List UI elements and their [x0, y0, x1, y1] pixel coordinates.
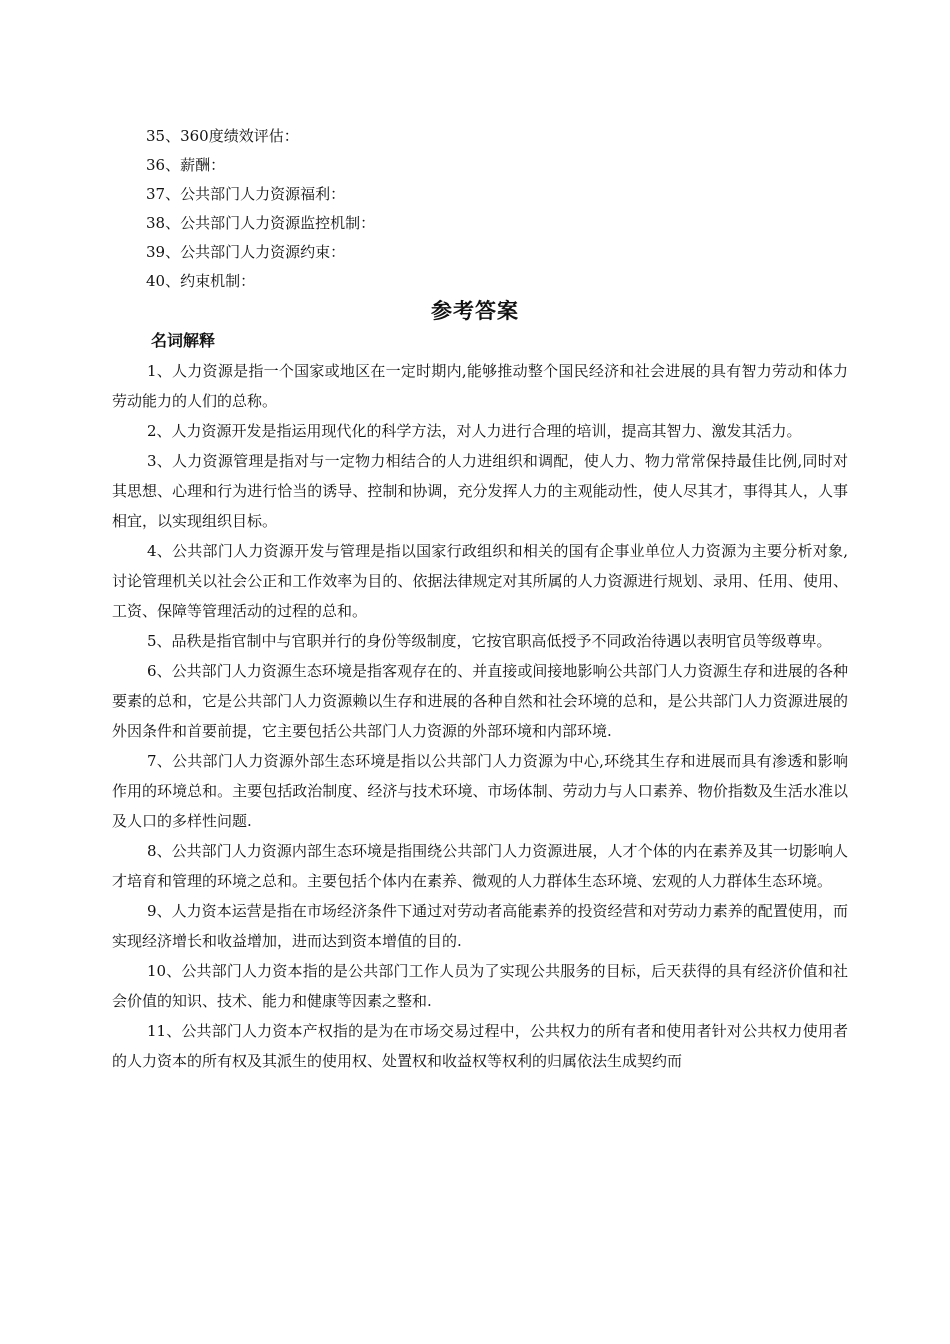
definition-paragraph: 8、公共部门人力资源内部生态环境是指围绕公共部门人力资源进展，人才个体的内在素养及其一切影响人才培育和管理的环境之总和。主要包括个体内在素养、微观的人力群体生态环境、宏观的人力群体生态环境。 — [112, 842, 848, 890]
definition-paragraph: 5、品秩是指官制中与官职并行的身份等级制度，它按官职高低授予不同政治待遇以表明官员等级尊卑。 — [147, 632, 832, 650]
definition-paragraph: 6、公共部门人力资源生态环境是指客观存在的、并直接或间接地影响公共部门人力资源生存和进展的各种要素的总和，它是公共部门人力资源赖以生存和进展的各种自然和社会环境的总和，是公共部门人力资源进展的外因条件和首要前提，它主要包括公共部门人力资源的外部环境和内部环境. — [112, 662, 848, 740]
definition-paragraph: 3、人力资源管理是指对与一定物力相结合的人力进组织和调配，使人力、物力常常保持最佳比例,同时对其思想、心理和行为进行恰当的诱导、控制和协调，充分发挥人力的主观能动性，使人尽其才，事得其人，人事相宜，以实现组织目标。 — [112, 452, 848, 530]
question-item: 39、公共部门人力资源约束： — [146, 243, 346, 261]
answers-title: 参考答案 — [431, 299, 519, 323]
question-list — [146, 122, 846, 296]
question-item: 35、360度绩效评估： — [146, 127, 299, 145]
definition-paragraph: 7、公共部门人力资源外部生态环境是指以公共部门人力资源为中心,环绕其生存和进展而具有渗透和影响作用的环境总和。主要包括政治制度、经济与技术环境、市场体制、劳动力与人口素养、物价指数及生活水准以及人口的多样性问题. — [112, 752, 848, 830]
definition-paragraph: 10、公共部门人力资本指的是公共部门工作人员为了实现公共服务的目标，后天获得的具有经济价值和社会价值的知识、技术、能力和健康等因素之整和. — [112, 962, 848, 1010]
section-heading: 名词解释 — [151, 331, 216, 350]
definition-paragraph: 2、人力资源开发是指运用现代化的科学方法，对人力进行合理的培训，提高其智力、激发其活力。 — [147, 422, 802, 440]
definition-paragraph: 4、公共部门人力资源开发与管理是指以国家行政组织和相关的国有企事业单位人力资源为主要分析对象,讨论管理机关以社会公正和工作效率为目的、依据法律规定对其所属的人力资源进行规划、录用、任用、使用、工资、保障等管理活动的过程的总和。 — [112, 542, 848, 620]
question-item: 37、公共部门人力资源福利： — [146, 185, 346, 203]
question-item: 38、公共部门人力资源监控机制： — [146, 214, 376, 232]
definition-paragraph: 1、人力资源是指一个国家或地区在一定时期内,能够推动整个国民经济和社会进展的具有智力劳动和体力劳动能力的人们的总称。 — [112, 362, 848, 410]
definition-paragraph: 11、公共部门人力资本产权指的是为在市场交易过程中，公共权力的所有者和使用者针对公共权力使用者的人力资本的所有权及其派生的使用权、处置权和收益权等权利的归属依法生成契约而 — [112, 1022, 848, 1070]
definitions-body — [112, 356, 848, 1076]
definition-paragraph: 9、人力资本运营是指在市场经济条件下通过对劳动者高能素养的投资经营和对劳动力素养的配置使用，而实现经济增长和收益增加，进而达到资本增值的目的. — [112, 902, 848, 950]
question-item: 36、薪酬： — [146, 156, 226, 174]
question-item: 40、约束机制： — [146, 272, 256, 290]
